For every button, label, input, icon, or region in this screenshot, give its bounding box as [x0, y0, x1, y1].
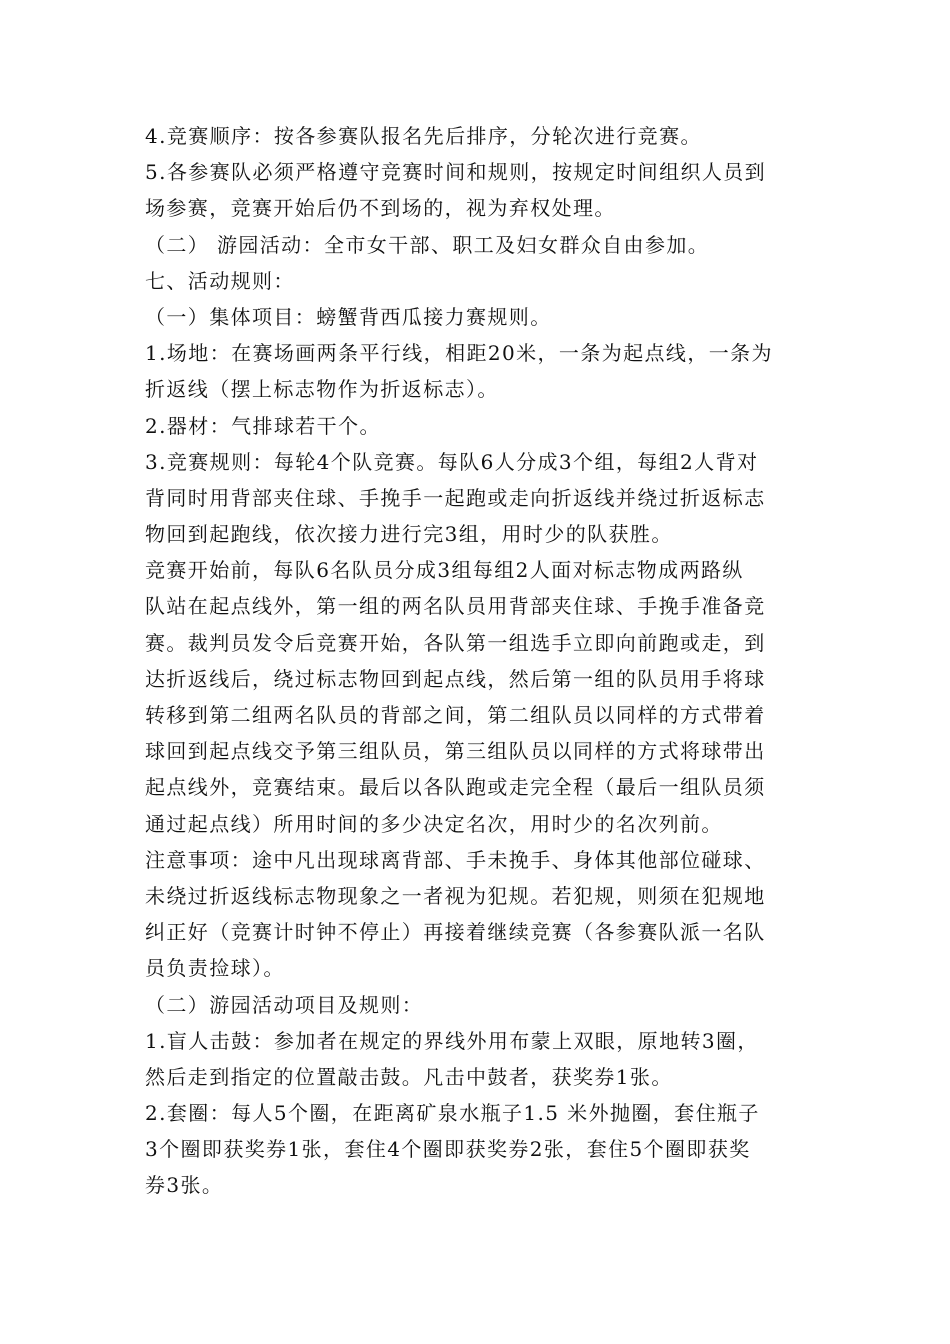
section-heading: （二）游园活动项目及规则： [145, 992, 424, 1017]
text-line: 球回到起点线交予第三组队员，第三组队员以同样的方式将球带出 [145, 739, 766, 764]
text-line: 3.竞赛规则：每轮4个队竞赛。每队6人分成3个组，每组2人背对 [145, 449, 759, 474]
text-line: 物回到起跑线，依次接力进行完3组，用时少的队获胜。 [145, 522, 673, 547]
section-heading: （一）集体项目：螃蟹背西瓜接力赛规则。 [145, 304, 552, 329]
text-line: 竞赛开始前，每队6名队员分成3组每组2人面对标志物成两路纵 [145, 558, 744, 583]
text-line: 赛。裁判员发令后竞赛开始，各队第一组选手立即向前跑或走，到 [145, 630, 766, 655]
text-line: 1.盲人击鼓：参加者在规定的界线外用布蒙上双眼，原地转3圈， [145, 1028, 759, 1053]
text-line: 2.器材：气排球若干个。 [145, 413, 381, 438]
text-line: 队站在起点线外，第一组的两名队员用背部夹住球、手挽手准备竞 [145, 594, 766, 619]
text-line: 3个圈即获奖券1张，套住4个圈即获奖券2张，套住5个圈即获奖 [145, 1137, 751, 1162]
text-line: 1.场地：在赛场画两条平行线，相距20米，一条为起点线，一条为 [145, 341, 773, 366]
text-line: 背同时用背部夹住球、手挽手一起跑或走向折返线并绕过折返标志 [145, 485, 766, 510]
text-line: 折返线（摆上标志物作为折返标志）。 [145, 377, 499, 402]
text-line: 转移到第二组两名队员的背部之间，第二组队员以同样的方式带着 [145, 703, 766, 727]
text-line: 券3张。 [145, 1173, 224, 1198]
text-line: 注意事项：途中凡出现球离背部、手未挽手、身体其他部位碰球、 [145, 847, 766, 872]
text-line: 通过起点线）所用时间的多少决定名次，用时少的名次列前。 [145, 811, 723, 836]
text-line: 员负责捡球）。 [145, 956, 285, 981]
text-line: 未绕过折返线标志物现象之一者视为犯规。若犯规，则须在犯规地 [145, 883, 766, 908]
text-line: 然后走到指定的位置敲击鼓。凡击中鼓者，获奖券1张。 [145, 1064, 673, 1089]
text-line: 起点线外，竞赛结束。最后以各队跑或走完全程（最后一组队员须 [145, 775, 766, 800]
text-line: 2.套圈：每人5个圈，在距离矿泉水瓶子1.5 米外抛圈，套住瓶子 [145, 1101, 760, 1126]
text-line: 达折返线后，绕过标志物回到起点线，然后第一组的队员用手将球 [145, 666, 766, 691]
text-line: 4.竞赛顺序：按各参赛队报名先后排序，分轮次进行竞赛。 [145, 124, 702, 148]
section-heading: （二） 游园活动：全市女干部、职工及妇女群众自由参加。 [145, 232, 710, 257]
text-line: 场参赛，竞赛开始后仍不到场的，视为弃权处理。 [145, 196, 616, 221]
document-body [145, 118, 810, 1204]
text-line: 5.各参赛队必须严格遵守竞赛时间和规则，按规定时间组织人员到 [145, 160, 767, 185]
text-line: 纠正好（竞赛计时钟不停止）再接着继续竞赛（各参赛队派一名队 [145, 920, 766, 945]
section-heading: 七、活动规则： [145, 268, 295, 293]
